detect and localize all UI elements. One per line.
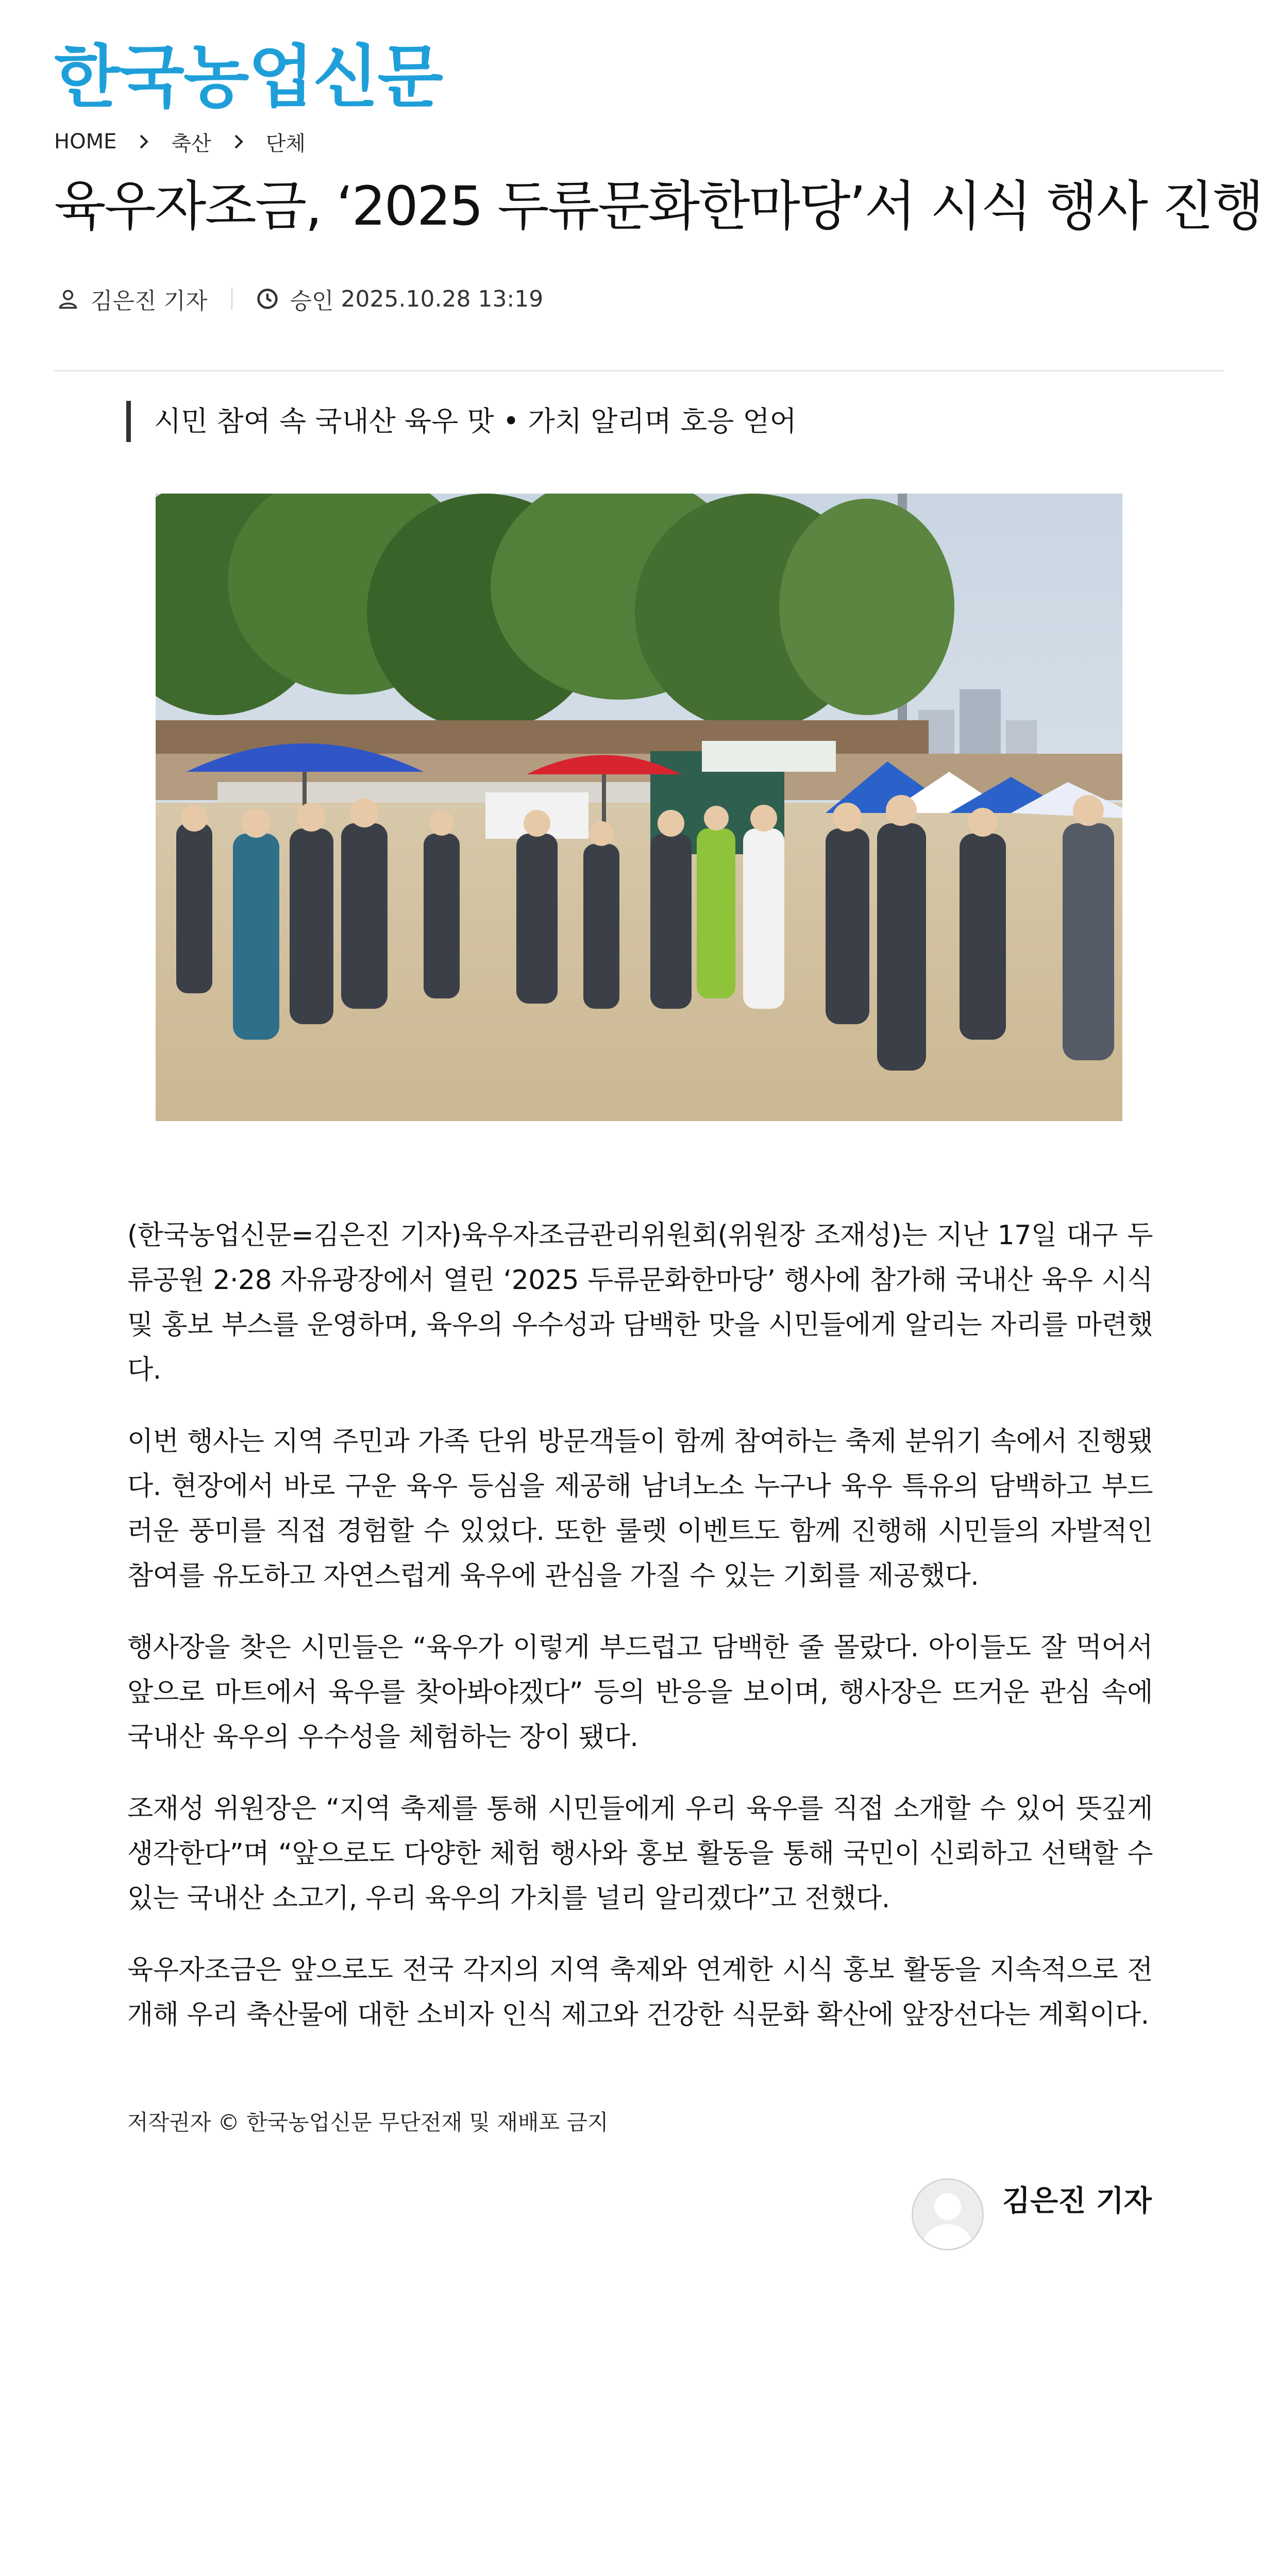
breadcrumb-section[interactable]: 축산 [171, 131, 211, 156]
breadcrumb-home[interactable]: HOME [54, 130, 117, 154]
article-headline: 육우자조금, ‘2025 두류문화한마당’서 시식 행사 진행 [54, 175, 1263, 238]
article-paragraph: 행사장을 찾은 시민들은 “육우가 이렇게 부드럽고 담백한 줄 몰랐다. 아이들도 잘 먹어서 앞으로 마트에서 육우를 찾아봐야겠다” 등의 반응을 보이며, 행사장은 뜨거운 관심 속에 국내산 육우의 우수성을 체험하는 장이 됐다. [127, 1632, 1153, 1753]
author-name[interactable]: 김은진 기자 [1002, 2184, 1152, 2218]
article-subtitle: 시민 참여 속 국내산 육우 맛 • 가치 알리며 호응 얻어 [126, 401, 797, 442]
approved-datetime: 2025.10.28 13:19 [341, 285, 544, 312]
article-paragraph: (한국농업신문=김은진 기자)육우자조금관리위원회(위원장 조재성)는 지난 17일 대구 두류공원 2·28 자유광장에서 열린 ‘2025 두류문화한마당’ 행사에 참가해 국내산 육우 시식 및 홍보 부스를 운영하며, 육우의 우수성과 담백한 맛을 시민들에게 알리는 자리를 마련했다. [127, 1220, 1153, 1385]
default-avatar-icon [913, 2180, 982, 2249]
clock-icon [256, 287, 279, 310]
article-meta [57, 281, 543, 317]
breadcrumb-subsection[interactable]: 단체 [265, 131, 306, 156]
article-paragraph: 육우자조금은 앞으로도 전국 각지의 지역 축제와 연계한 시식 홍보 활동을 지속적으로 전개해 우리 축산물에 대한 소비자 인식 제고와 건강한 식문화 확산에 앞장선다는 계획이다. [127, 1955, 1153, 2030]
chevron-right-icon [136, 131, 152, 152]
festival-booth-photo [156, 494, 1122, 1121]
byline: 김은진 기자 [91, 288, 208, 314]
breadcrumb [54, 126, 306, 157]
site-logo[interactable]: 한국농업신문 [54, 38, 443, 117]
header-divider [54, 370, 1224, 371]
user-icon [57, 287, 79, 310]
meta-divider [231, 288, 232, 310]
article-body [127, 1213, 1153, 2064]
article-photo [156, 494, 1122, 1121]
avatar [912, 2178, 984, 2250]
approved-label: 승인 [290, 288, 334, 314]
article-paragraph: 이번 행사는 지역 주민과 가족 단위 방문객들이 함께 참여하는 축제 분위기 속에서 진행됐다. 현장에서 바로 구운 육우 등심을 제공해 남녀노소 누구나 육우 특유의 담백하고 부드러운 풍미를 직접 경험할 수 있었다. 또한 룰렛 이벤트도 함께 진행해 시민들의 자발적인 참여를 유도하고 자연스럽게 육우에 관심을 가질 수 있는 기회를 제공했다. [127, 1426, 1153, 1591]
copyright-notice: 저작권자 © 한국농업신문 무단전재 및 재배포 금지 [127, 2110, 609, 2135]
article-paragraph: 조재성 위원장은 “지역 축제를 통해 시민들에게 우리 육우를 직접 소개할 수 있어 뜻깊게 생각한다”며 “앞으로도 다양한 체험 행사와 홍보 활동을 통해 국민이 신뢰하고 선택할 수 있는 국내산 소고기, 우리 육우의 가치를 널리 알리겠다”고 전했다. [127, 1793, 1153, 1914]
author-card[interactable] [912, 2178, 1152, 2250]
chevron-right-icon [231, 131, 246, 152]
